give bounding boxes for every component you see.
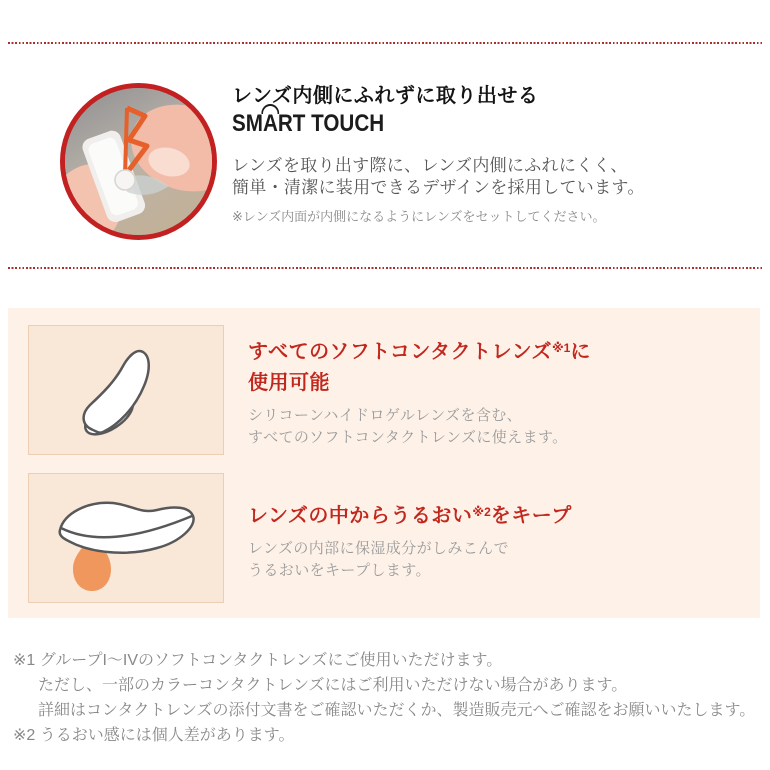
lens-side-illustration-box [28,325,224,455]
feature-2-description-line: レンズの内部に保湿成分がしみこんで [248,540,509,557]
dotted-divider-top [8,42,762,44]
intro-description-line: レンズを取り出す際に、レンズ内側にふれにくく、 [232,156,628,175]
dotted-divider-mid [8,267,762,269]
footnote-line: ただし、一部のカラーコンタクトレンズにはご利用いただけない場合があります。 [38,677,628,694]
logo-text-pre: SM [232,110,263,137]
feature-1-description-line: シリコーンハイドロゲルレンズを含む、 [248,407,523,424]
footnotes [13,648,763,748]
lens-moisture-drop-icon [29,474,223,602]
feature-2-title-sup: ※2 [472,505,491,519]
logo-text-post: RT TOUCH [277,110,385,137]
feature-2-title-tail: をキープ [490,505,572,527]
logo-arched-a: A [262,110,278,137]
smart-touch-photo-illustration [65,88,212,235]
feature-1 [248,333,728,449]
feature-2-description-line: うるおいをキープします。 [248,562,431,579]
smart-touch-intro [232,84,752,225]
feature-1-title-line2: 使用可能 [248,372,330,394]
feature-1-description-line: すべてのソフトコンタクトレンズに使えます。 [248,429,568,446]
footnote-line: ※2 うるおい感には個人差があります。 [13,727,295,744]
intro-description [232,155,752,199]
feature-2-title-main: レンズの中からうるおい [248,505,473,527]
lens-side-icon [29,326,223,454]
feature-1-title-tail: に [570,341,591,363]
intro-description-line: 簡単・清潔に装用できるデザインを採用しています。 [232,178,645,197]
lens-moisture-illustration-box [28,473,224,603]
feature-2-description [248,538,728,582]
feature-1-description [248,405,728,449]
feature-2-title [248,497,728,532]
feature-1-title [248,333,728,399]
footnote-line: 詳細はコンタクトレンズの添付文書をご確認いただくか、製造販売元へご確認をお願いいたします。 [38,702,756,719]
features-card [8,308,760,618]
feature-2 [248,497,728,582]
footnote-line: ※1 グループI〜IVのソフトコンタクトレンズにご使用いただけます。 [13,652,503,669]
feature-1-title-main: すべてのソフトコンタクトレンズ [248,341,552,363]
smart-touch-photo [60,83,217,240]
intro-note: ※レンズ内面が内側になるようにレンズをセットしてください。 [232,209,606,224]
feature-1-title-sup: ※1 [552,341,571,355]
smart-touch-logo [232,110,679,138]
intro-heading: レンズ内側にふれずに取り出せる [232,85,539,107]
